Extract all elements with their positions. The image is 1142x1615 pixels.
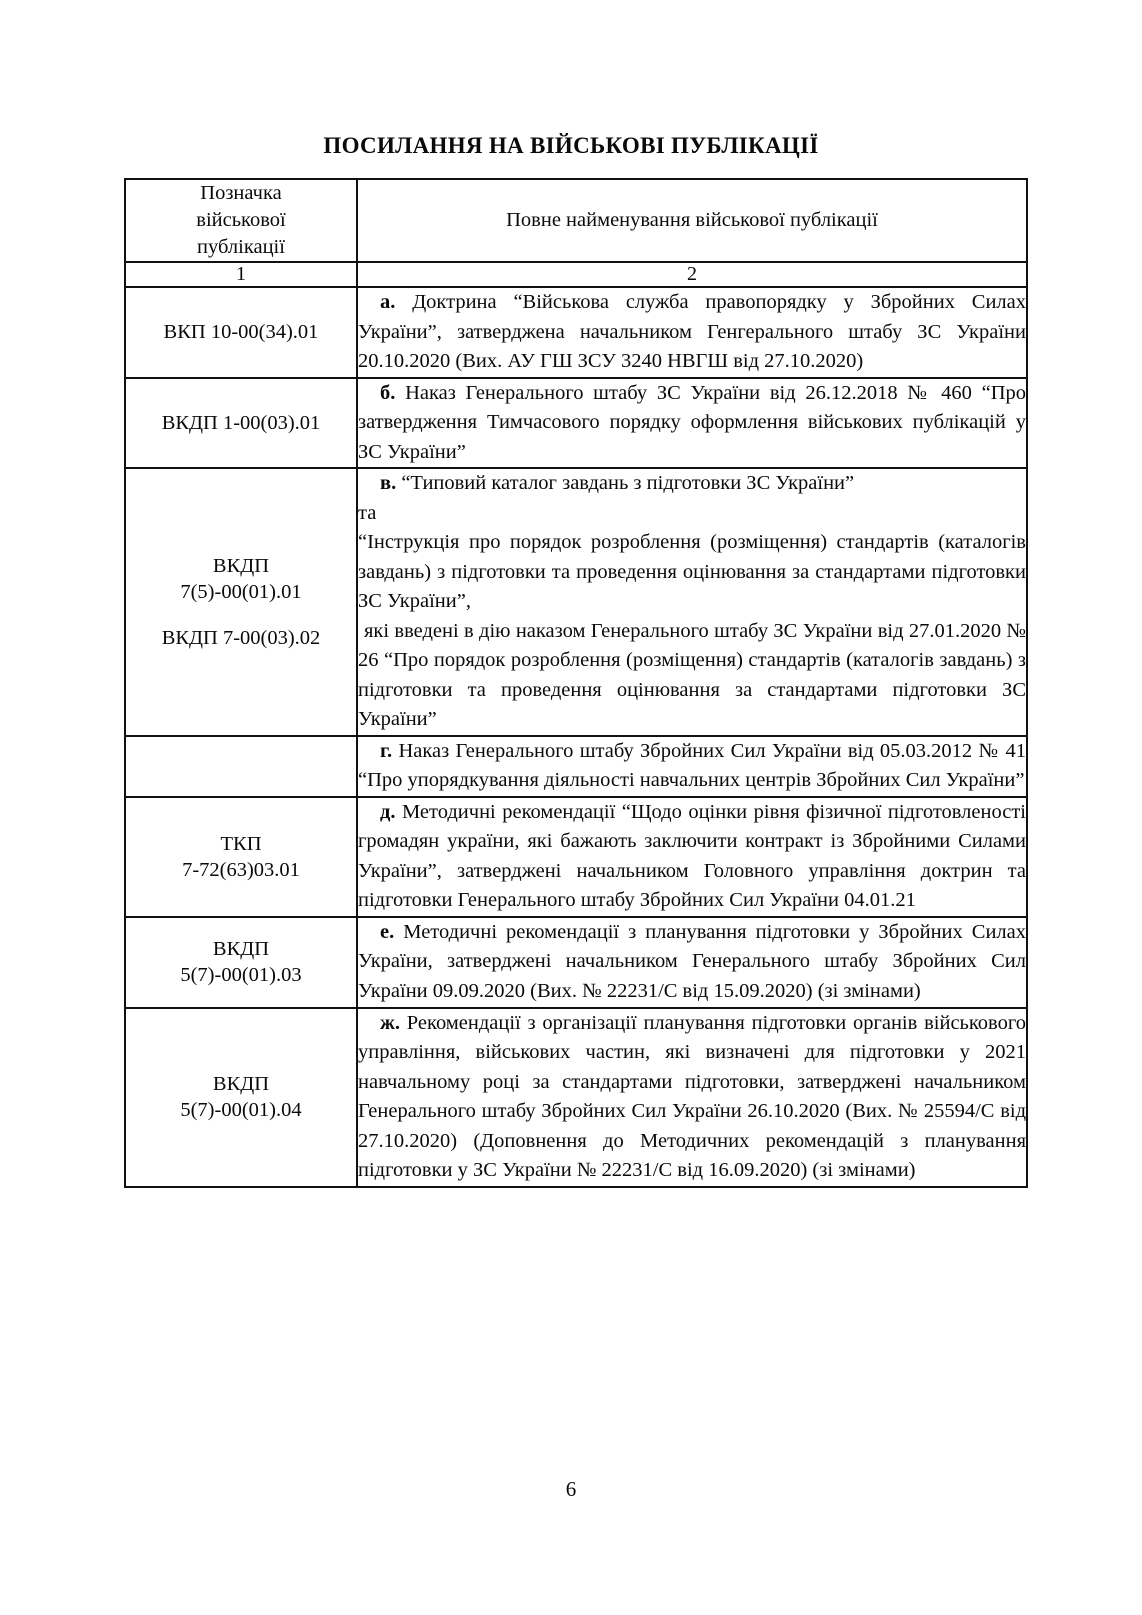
item-text: Доктрина “Військова служба правопорядку у Збройних Силах України”, затверджена начальником Генгерального штабу ЗС України 20.10.2020 (Вих. АУ ГШ ЗСУ 3240 НВГШ від 27.10.2020) — [358, 291, 1027, 373]
header-cell-code — [125, 179, 357, 262]
table-header-row — [125, 179, 1027, 262]
header-code-line-3: публікації — [197, 236, 285, 259]
publication-name-cell — [357, 797, 1027, 917]
table-row — [125, 468, 1027, 736]
item-marker: б. — [380, 381, 396, 404]
item-marker: е. — [380, 920, 395, 943]
table-row — [125, 287, 1027, 378]
code-line: ВКДП — [212, 938, 270, 960]
publication-name-cell — [357, 468, 1027, 736]
item-text: Наказ Генерального штабу Збройних Сил України від 05.03.2012 № 41 “Про упорядкування діяльності навчальних центрів Збройних Сил України” — [358, 739, 1027, 792]
table-row — [125, 917, 1027, 1008]
publication-code-cell — [125, 736, 357, 797]
item-text: “Інструкція про порядок розроблення (розміщення) стандартів (каталогів завдань) з підготовки та проведення оцінювання за стандартами підготовки ЗС України”, — [358, 531, 1026, 613]
publication-code-cell — [125, 1008, 357, 1187]
publication-code-cell — [125, 287, 357, 378]
item-marker: ж. — [380, 1011, 400, 1034]
table-row — [125, 736, 1027, 797]
publication-code-cell — [125, 468, 357, 736]
code-spacer — [126, 605, 356, 625]
item-text: та — [358, 501, 377, 524]
publication-name-cell — [357, 917, 1027, 1008]
table-row — [125, 378, 1027, 469]
code-line: ВКДП — [212, 554, 270, 577]
publication-name-cell — [357, 287, 1027, 378]
item-text: Наказ Генерального штабу ЗС України від 26.12.2018 № 460 “Про затвердження Тимчасового порядку оформлення військових публікацій у ЗС України” — [358, 381, 1027, 463]
item-text: які введені в дію наказом Генерального штабу ЗС України від 27.01.2020 № 26 “Про порядок розроблення (розміщення) стандартів (каталогів завдань) з підготовки та проведення оцінювання за стандартами підготовки ЗС України” — [358, 619, 1026, 731]
military-publications-table — [124, 178, 1028, 1188]
item-text: Методичні рекомендації з планування підготовки у Збройних Силах України, затверджені начальником Генерального штабу Збройних Сил України 09.09.2020 (Вих. № 22231/С від 15.09.2020) (зі змінами) — [358, 920, 1027, 1002]
page-title: ПОСИЛАННЯ НА ВІЙСЬКОВІ ПУБЛІКАЦІЇ — [323, 133, 819, 158]
item-text: “Типовий каталог завдань з підготовки ЗС України” — [401, 472, 855, 495]
item-marker: г. — [380, 739, 393, 762]
publication-name-cell — [357, 1008, 1027, 1187]
header-code-line-1: Позначка — [200, 182, 282, 204]
code-line: ВКДП 1-00(03).01 — [161, 411, 321, 434]
code-line: ТКП — [220, 832, 262, 855]
column-number-1: 1 — [125, 262, 357, 287]
code-line: ВКП 10-00(34).01 — [163, 321, 319, 344]
item-text: Рекомендації з організації планування підготовки органів військового управління, військових частин, які визначені для підготовки у 2021 навчальному році за стандартами підготовки, затверджені начальником Генерального штабу Збройних Сил України 26.10.2020 (Вих. № 25594/С від 27.10.2020) (Доповнення до Методичних рекомендацій з планування підготовки у ЗС України № 22231/С від 16.09.2020) (зі змінами) — [358, 1011, 1026, 1182]
item-marker: д. — [380, 800, 396, 823]
publication-code-cell — [125, 378, 357, 469]
publication-code-cell — [125, 797, 357, 917]
item-marker: а. — [380, 291, 396, 314]
code-line: 5(7)-00(01).03 — [180, 964, 302, 987]
code-line: 7-72(63)03.01 — [182, 858, 300, 881]
publication-name-cell — [357, 378, 1027, 469]
header-cell-name: Повне найменування військової публікації — [357, 179, 1027, 262]
code-line: ВКДП 7-00(03).02 — [161, 627, 321, 650]
table-row — [125, 797, 1027, 917]
page-number: 6 — [565, 1477, 577, 1501]
table-row — [125, 1008, 1027, 1187]
column-number-2: 2 — [357, 262, 1027, 287]
code-line: 7(5)-00(01).01 — [180, 580, 302, 603]
table-column-number-row — [125, 262, 1027, 287]
table-body — [125, 287, 1027, 1186]
code-line: 5(7)-00(01).04 — [180, 1099, 302, 1122]
publication-name-cell — [357, 736, 1027, 797]
publication-code-cell — [125, 917, 357, 1008]
code-line: ВКДП — [212, 1072, 270, 1095]
item-marker: в. — [380, 472, 397, 495]
item-text: Методичні рекомендації “Щодо оцінки рівня фізичної підготовленості громадян україни, які бажають заключити контракт із Збройними Силами України”, затверджені начальником Головного управління доктрин та підготовки Генерального штабу Збройних Сил України 04.01.21 — [358, 800, 1026, 912]
header-code-line-2: військової — [196, 209, 286, 232]
